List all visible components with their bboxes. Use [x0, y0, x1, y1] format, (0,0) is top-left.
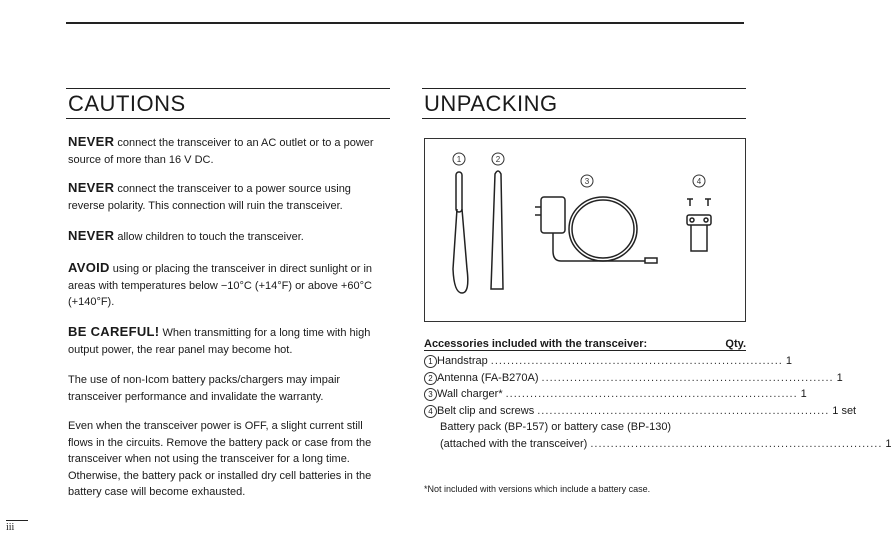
- caution-lead: AVOID: [68, 260, 110, 275]
- list-item: [424, 403, 857, 420]
- caution-paragraph: [68, 324, 390, 358]
- accessories-title: Accessories included with the transceiver:: [424, 338, 648, 350]
- caution-paragraph: [68, 228, 390, 246]
- caution-paragraph: [68, 372, 390, 405]
- caution-paragraph: [68, 134, 390, 168]
- figure-label-3: 3: [584, 177, 590, 186]
- caution-lead: NEVER: [68, 228, 115, 243]
- figure-label-2: 2: [495, 155, 501, 164]
- item-qty: 1 set: [832, 404, 857, 417]
- item-name: Battery pack (BP-157) or battery case (BP-130): [440, 421, 672, 433]
- item-number: 4: [424, 405, 437, 418]
- caution-paragraph: [68, 180, 390, 214]
- list-item: [424, 370, 843, 387]
- caution-text: Even when the transceiver power is OFF, a slight current still flows in the circuits. Remove the battery pack or case from the transceiver when not using the transceiver for a long time. Otherwise, the battery pack or installed dry cell batteries in the battery case will become exhausted.: [68, 420, 372, 498]
- item-number: 3: [424, 388, 437, 401]
- list-item: [424, 386, 807, 403]
- list-item-sub: [424, 419, 746, 436]
- caution-text: allow children to touch the transceiver.: [114, 231, 304, 243]
- footnote: *Not included with versions which include a battery case.: [424, 484, 651, 494]
- caution-text: connect the transceiver to a power source using reverse polarity. This connection will ruin the transceiver.: [68, 183, 351, 212]
- caution-text: The use of non-Icom battery packs/chargers may impair transceiver performance and invalidate the warranty.: [68, 374, 341, 403]
- caution-paragraph: [68, 260, 390, 311]
- item-number: 1: [424, 355, 437, 368]
- handstrap-icon: [453, 172, 468, 293]
- item-name: Antenna (FA-B270A): [437, 371, 539, 384]
- accessories-heading: [424, 338, 746, 350]
- leader-dots: ........................................................................: [490, 355, 783, 367]
- qty-header: Qty.: [725, 338, 746, 350]
- leader-dots: ........................................................................: [505, 388, 798, 400]
- item-qty: 1: [785, 355, 792, 367]
- caution-paragraph: [68, 418, 390, 501]
- item-qty: 1: [885, 437, 892, 450]
- list-item: [424, 353, 792, 370]
- cautions-section: [6, 88, 390, 533]
- figure-label-1: 1: [456, 155, 462, 164]
- page-number: iii: [6, 520, 28, 533]
- accessories-figure: [424, 138, 746, 322]
- item-qty: 1: [836, 371, 843, 384]
- caution-lead: BE CAREFUL!: [68, 324, 160, 339]
- wall-charger-icon: [535, 197, 657, 263]
- item-number: 2: [424, 372, 437, 385]
- cautions-title: CAUTIONS: [66, 88, 390, 119]
- list-item-sub: [424, 436, 892, 453]
- caution-text: connect the transceiver to an AC outlet or to a power source of more than 16 V DC.: [68, 137, 374, 166]
- caution-lead: NEVER: [68, 134, 115, 149]
- unpacking-title: UNPACKING: [422, 88, 746, 119]
- leader-dots: ........................................................................: [541, 371, 834, 384]
- unpacking-section: [422, 88, 892, 494]
- caution-lead: NEVER: [68, 180, 115, 195]
- belt-clip-icon: [687, 199, 711, 251]
- leader-dots: ........................................................................: [537, 404, 830, 417]
- top-rule: [66, 22, 744, 24]
- figure-label-4: 4: [696, 177, 702, 186]
- caution-text: When transmitting for a long time with high output power, the rear panel may become hot.: [68, 327, 371, 356]
- antenna-icon: [491, 171, 503, 289]
- item-name: Handstrap: [437, 355, 488, 367]
- accessories-illustration: [425, 139, 745, 321]
- accessories-list: [424, 353, 892, 452]
- caution-text: using or placing the transceiver in direct sunlight or in areas with temperatures below −10°C (+14°F) or above +60°C (+140°F).: [68, 263, 373, 308]
- item-name: Belt clip and screws: [437, 404, 535, 417]
- leader-dots: ........................................................................: [590, 437, 883, 450]
- item-name: (attached with the transceiver): [440, 437, 588, 450]
- accessories-rule: [424, 350, 746, 351]
- item-qty: 1: [800, 388, 807, 400]
- item-name: Wall charger*: [437, 388, 503, 400]
